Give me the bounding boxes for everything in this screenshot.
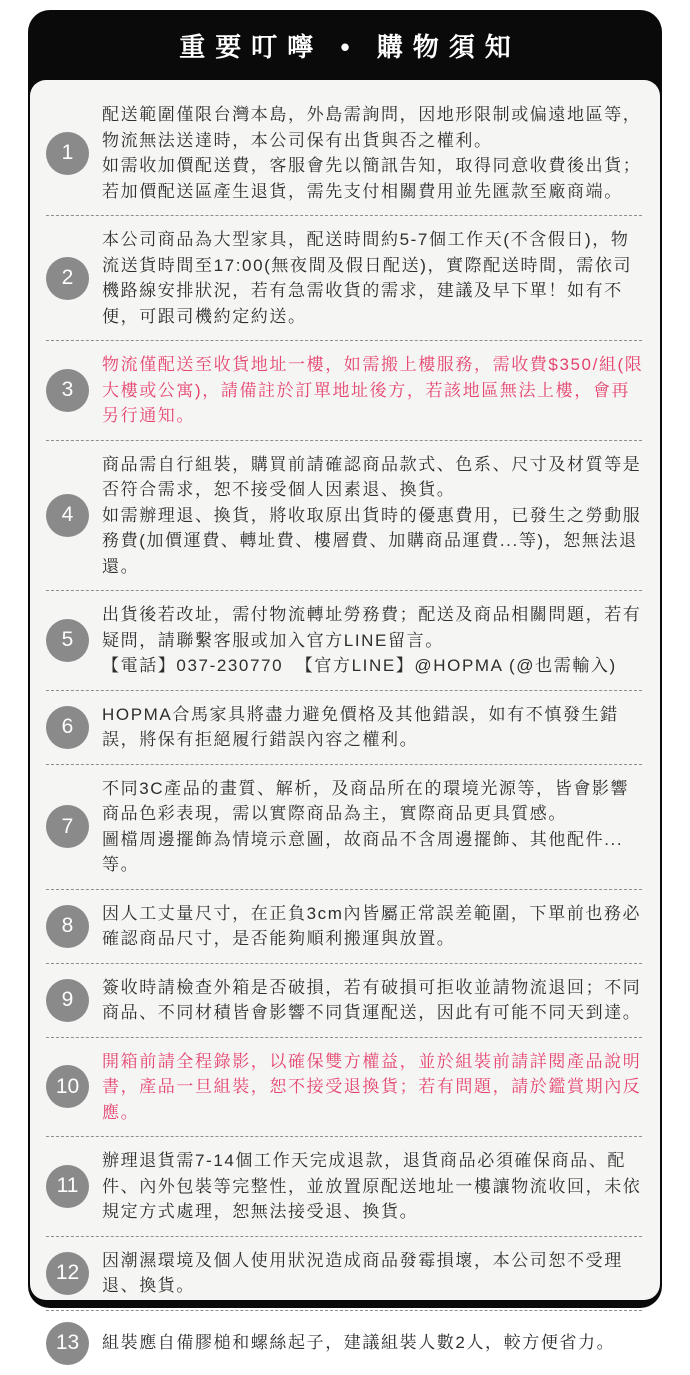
dashed-divider xyxy=(46,889,642,890)
notice-header xyxy=(28,10,662,80)
notice-item xyxy=(42,891,646,962)
dashed-divider xyxy=(46,440,642,441)
dashed-divider xyxy=(46,963,642,964)
item-text-line: 物流僅配送至收貨地址一樓，如需搬上樓服務，需收費$350/組(限大樓或公寓)，請備註於訂單地址後方，若該地區無法上樓，會再另行通知。 xyxy=(102,355,644,425)
notice-item xyxy=(42,965,646,1036)
notice-item xyxy=(42,592,646,689)
item-number-badge: 13 xyxy=(46,1322,89,1365)
item-text xyxy=(102,602,646,679)
item-text xyxy=(102,975,646,1026)
item-text xyxy=(102,901,646,952)
item-text-line: 辦理退貨需7-14個工作天完成退款，退貨商品必須確保商品、配件、內外包裝等完整性，並放置原配送地址一樓讓物流收回，未依規定方式處理，恕無法接受退、換貨。 xyxy=(102,1151,642,1221)
notice-item xyxy=(42,692,646,763)
dashed-divider xyxy=(46,215,642,216)
notice-panel xyxy=(28,10,662,1354)
notice-item xyxy=(42,1312,646,1375)
item-text xyxy=(102,352,646,429)
item-text xyxy=(102,1330,646,1356)
item-text-line: 【電話】037-230770 【官方LINE】@HOPMA (@也需輸入) xyxy=(102,656,617,675)
item-text xyxy=(102,776,646,878)
item-text-line: 組裝應自備膠槌和螺絲起子，建議組裝人數2人，較方便省力。 xyxy=(102,1333,616,1353)
item-text xyxy=(102,1049,646,1126)
item-text xyxy=(102,102,646,204)
item-text-line: 開箱前請全程錄影，以確保雙方權益，並於組裝前請詳閱產品說明書，產品一旦組裝，恕不接受退換貨；若有問題，請於鑑賞期內反應。 xyxy=(102,1051,642,1122)
dashed-divider xyxy=(46,690,642,691)
item-text xyxy=(102,702,646,753)
item-text-line: 簽收時請檢查外箱是否破損，若有破損可拒收並請物流退回；不同商品、不同材積皆會影響不同貨運配送，因此有可能不同天到達。 xyxy=(102,977,642,1022)
item-text-line: 圖檔周邊擺飾為情境示意圖，故商品不含周邊擺飾、其他配件...等。 xyxy=(102,829,624,874)
item-text-line: 本公司商品為大型家具，配送時間約5-7個工作天(不含假日)，物流送貨時間至17:00(無夜間及假日配送)，實際配送時間，需依司機路線安排狀況，若有急需收貨的需求，建議及早下單！如有不便，可跟司機約定約送。 xyxy=(102,230,633,326)
item-number-badge: 10 xyxy=(46,1065,89,1108)
page-title: 重要叮嚀 • 購物須知 xyxy=(179,31,521,62)
item-number-badge: 8 xyxy=(46,905,89,948)
dashed-divider xyxy=(46,764,642,765)
item-number-badge: 1 xyxy=(46,132,89,175)
notice-list xyxy=(42,92,646,1375)
notice-item xyxy=(42,342,646,439)
dashed-divider xyxy=(46,1310,642,1311)
dashed-divider xyxy=(46,340,642,341)
notice-item xyxy=(42,1138,646,1235)
notice-card xyxy=(30,80,660,1354)
notice-item xyxy=(42,1238,646,1309)
item-text-line: 因潮濕環境及個人使用狀況造成商品發霉損壞，本公司恕不受理退、換貨。 xyxy=(102,1250,623,1295)
item-number-badge: 3 xyxy=(46,369,89,412)
notice-item xyxy=(42,92,646,214)
item-text xyxy=(102,452,646,580)
item-number-badge: 9 xyxy=(46,979,89,1022)
item-number-badge: 12 xyxy=(46,1252,89,1295)
item-text-line: 不同3C產品的畫質、解析，及商品所在的環境光源等，皆會影響商品色彩表現，需以實際商品為主，實際商品更具質感。 xyxy=(102,778,630,823)
item-number-badge: 4 xyxy=(46,494,89,537)
item-text-line: 如需辦理退、換貨，將收取原出貨時的優惠費用，已發生之勞動服務費(加價運費、轉址費、樓層費、加購商品運費...等)，恕無法退還。 xyxy=(102,505,642,576)
item-text xyxy=(102,227,646,329)
notice-item xyxy=(42,217,646,339)
notice-item xyxy=(42,442,646,590)
dashed-divider xyxy=(46,1236,642,1237)
item-number-badge: 7 xyxy=(46,805,89,848)
item-text xyxy=(102,1248,646,1299)
item-text xyxy=(102,1148,646,1225)
dashed-divider xyxy=(46,590,642,591)
item-number-badge: 11 xyxy=(46,1165,89,1208)
item-text-line: 因人工丈量尺寸，在正負3cm內皆屬正常誤差範圍，下單前也務必確認商品尺寸，是否能夠順利搬運與放置。 xyxy=(102,903,642,948)
dashed-divider xyxy=(46,1136,642,1137)
notice-item xyxy=(42,1039,646,1136)
item-text-line: 如需收加價配送費，客服會先以簡訊告知，取得同意收費後出貨；若加價配送區產生退貨，需先支付相關費用並先匯款至廠商端。 xyxy=(102,156,642,201)
item-text-line: 商品需自行組裝，購買前請確認商品款式、色系、尺寸及材質等是否符合需求，恕不接受個人因素退、換貨。 xyxy=(102,454,642,499)
item-number-badge: 2 xyxy=(46,257,89,300)
item-number-badge: 5 xyxy=(46,619,89,662)
item-text-line: 配送範圍僅限台灣本島，外島需詢問，因地形限制或偏遠地區等，物流無法送達時，本公司保有出貨與否之權利。 xyxy=(102,105,642,150)
dashed-divider xyxy=(46,1037,642,1038)
item-number-badge: 6 xyxy=(46,706,89,749)
item-text-line: HOPMA合馬家具將盡力避免價格及其他錯誤，如有不慎發生錯誤，將保有拒絕履行錯誤內容之權利。 xyxy=(102,704,619,749)
notice-item xyxy=(42,766,646,888)
item-text-line: 出貨後若改址，需付物流轉址勞務費；配送及商品相關問題，若有疑問，請聯繫客服或加入官方LINE留言。 xyxy=(102,605,642,650)
